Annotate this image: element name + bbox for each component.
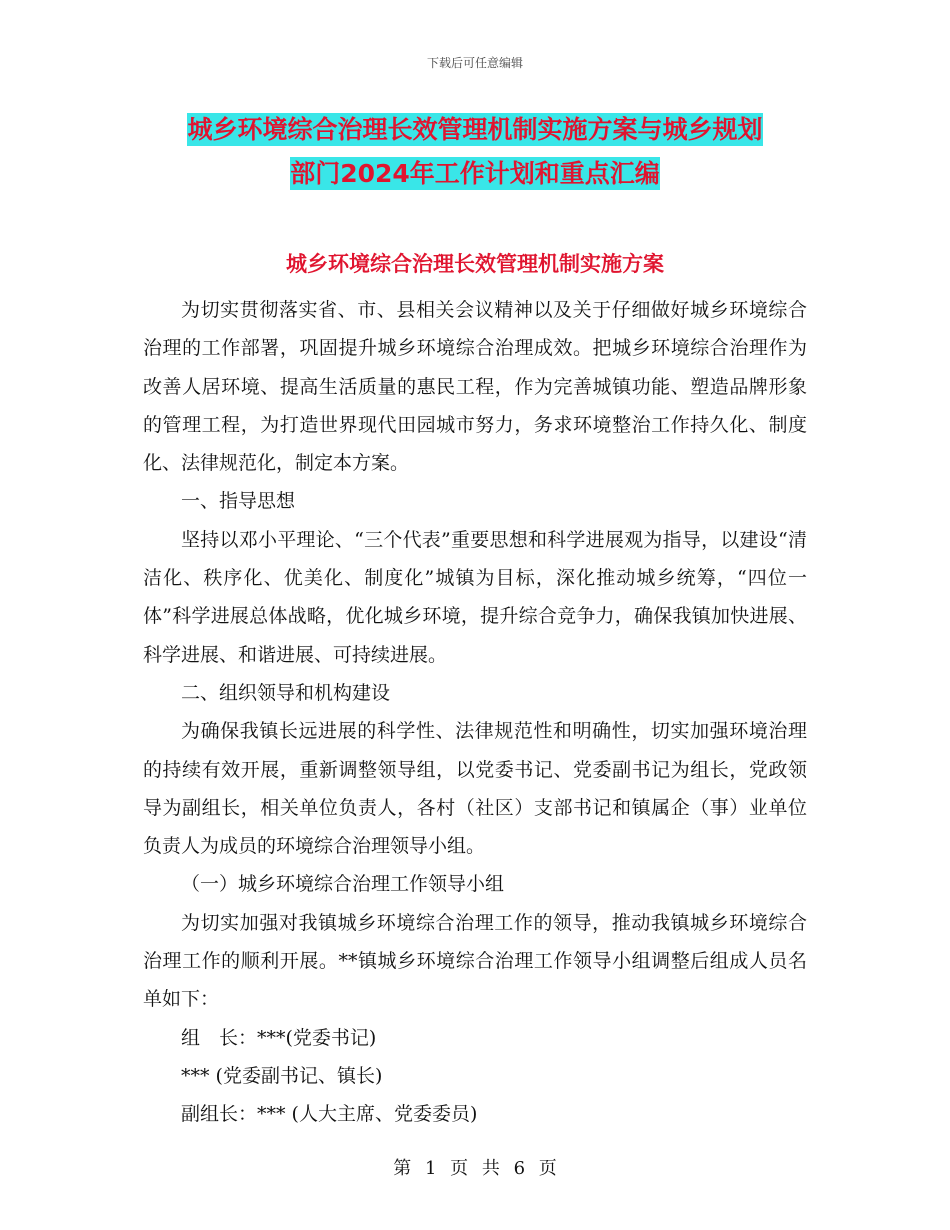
- paragraph-leading-group: 为切实加强对我镇城乡环境综合治理工作的领导，推动我镇城乡环境综合治理工作的顺利开展。**镇城乡环境综合治理工作领导小组调整后组成人员名单如下：: [143, 911, 807, 1011]
- document-title: [150, 108, 800, 196]
- paragraph-organization: 为确保我镇长远进展的科学性、法律规范性和明确性，切实加强环境治理的持续有效开展，重新调整领导组，以党委书记、党委副书记为组长，党政领导为副组长，相关单位负责人，各村（社区）支部书记和镇属企（事）业单位负责人为成员的环境综合治理领导小组。: [143, 720, 807, 858]
- header-note: 下载后可任意编辑: [426, 56, 523, 70]
- member-deputy-leader: 副组长：*** (人大主席、党委委员): [181, 1103, 478, 1126]
- heading-leading-group: （一）城乡环境综合治理工作领导小组: [181, 873, 505, 896]
- page-number-footer: 第 1 页 共 6 页: [393, 1158, 557, 1179]
- heading-guiding-ideology: 一、指导思想: [181, 490, 296, 513]
- paragraph-guiding-ideology: 坚持以邓小平理论、“三个代表”重要思想和科学进展观为指导，以建设“清洁化、秩序化、优美化、制度化”城镇为目标，深化推动城乡统筹，“四位一体”科学进展总体战略，优化城乡环境，提升综合竞争力，确保我镇加快进展、科学进展、和谐进展、可持续进展。: [143, 528, 807, 666]
- document-title-line-1: 城乡环境综合治理长效管理机制实施方案与城乡规划: [187, 115, 763, 144]
- member-group-leader: 组 长：***(党委书记): [181, 1026, 377, 1049]
- section-title: 城乡环境综合治理长效管理机制实施方案: [286, 252, 664, 276]
- heading-organization: 二、组织领导和机构建设: [181, 681, 391, 704]
- document-title-line-2: 部门2024年工作计划和重点汇编: [290, 159, 660, 188]
- paragraph-intro: 为切实贯彻落实省、市、县相关会议精神以及关于仔细做好城乡环境综合治理的工作部署，巩固提升城乡环境综合治理成效。把城乡环境综合治理作为改善人居环境、提高生活质量的惠民工程，作为完善城镇功能、塑造品牌形象的管理工程，为打造世界现代田园城市努力，务求环境整治工作持久化、制度化、法律规范化，制定本方案。: [143, 299, 807, 475]
- document-body: [143, 291, 807, 1134]
- member-group-leader-2: *** (党委副书记、镇长): [181, 1064, 383, 1087]
